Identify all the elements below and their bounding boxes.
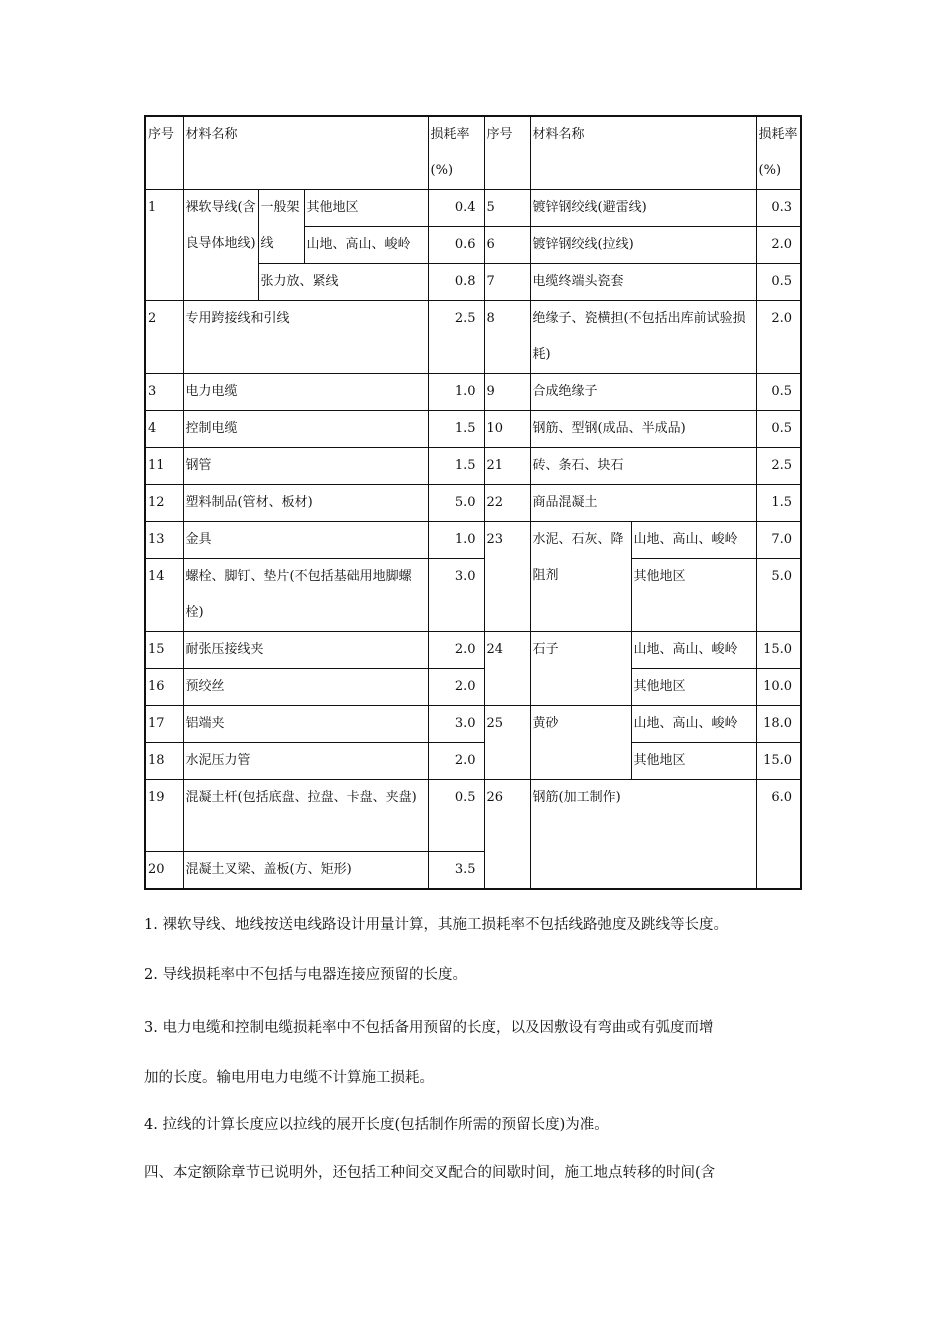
cell-rate: 2.5 bbox=[756, 448, 801, 485]
cell-rate: 15.0 bbox=[756, 743, 801, 780]
cell-rate: 3.5 bbox=[428, 852, 484, 890]
cell-rate: 2.0 bbox=[756, 227, 801, 264]
cell-name: 钢筋、型钢(成品、半成品) bbox=[530, 411, 756, 448]
note-1: 1. 裸软导线、地线按送电线路设计用量计算，其施工损耗率不包括线路弛度及跳线等长度。 bbox=[144, 917, 728, 933]
cell-area: 山地、高山、峻岭 bbox=[631, 706, 756, 743]
cell-rate: 1.5 bbox=[756, 485, 801, 522]
cell-name: 钢筋(加工制作) bbox=[530, 780, 756, 890]
cell-name: 镀锌钢绞线(拉线) bbox=[530, 227, 756, 264]
cell-area: 张力放、紧线 bbox=[258, 264, 428, 301]
cell-no: 2 bbox=[145, 301, 183, 374]
cell-name: 混凝土杆(包括底盘、拉盘、卡盘、夹盘) bbox=[183, 780, 428, 852]
cell-rate: 5.0 bbox=[428, 485, 484, 522]
cell-no: 13 bbox=[145, 522, 183, 559]
cell-name: 电缆终端头瓷套 bbox=[530, 264, 756, 301]
cell-area: 其他地区 bbox=[631, 559, 756, 632]
cell-rate: 0.5 bbox=[756, 411, 801, 448]
cell-no: 12 bbox=[145, 485, 183, 522]
note-2: 2. 导线损耗率中不包括与电器连接应预留的长度。 bbox=[144, 967, 467, 983]
cell-name: 螺栓、脚钉、垫片(不包括基础用地脚螺栓) bbox=[183, 559, 428, 632]
header-rate-2 bbox=[756, 116, 801, 190]
cell-rate: 7.0 bbox=[756, 522, 801, 559]
cell-no: 19 bbox=[145, 780, 183, 852]
cell-no: 5 bbox=[484, 190, 530, 227]
cell-name: 石子 bbox=[530, 632, 631, 706]
cell-name: 镀锌钢绞线(避雷线) bbox=[530, 190, 756, 227]
cell-rate: 1.5 bbox=[428, 411, 484, 448]
cell-rate: 0.5 bbox=[756, 374, 801, 411]
cell-no: 6 bbox=[484, 227, 530, 264]
cell-name: 绝缘子、瓷横担(不包括出库前试验损耗) bbox=[530, 301, 756, 374]
header-rate-label: 损耗率 bbox=[430, 127, 470, 142]
cell-name: 塑料制品(管材、板材) bbox=[183, 485, 428, 522]
header-no: 序号 bbox=[145, 116, 183, 190]
cell-rate: 2.0 bbox=[428, 669, 484, 706]
header-rate-label-2: 损耗率 bbox=[758, 127, 798, 142]
table-row bbox=[145, 559, 801, 596]
cell-name: 铝端夹 bbox=[183, 706, 428, 743]
cell-no: 18 bbox=[145, 743, 183, 780]
header-rate bbox=[428, 116, 484, 190]
cell-area: 其他地区 bbox=[631, 669, 756, 706]
table-row bbox=[145, 190, 801, 227]
cell-rate: 2.0 bbox=[756, 301, 801, 374]
header-row bbox=[145, 116, 801, 190]
cell-rate: 0.5 bbox=[756, 264, 801, 301]
cell-rate: 18.0 bbox=[756, 706, 801, 743]
cell-name: 电力电缆 bbox=[183, 374, 428, 411]
cell-no: 17 bbox=[145, 706, 183, 743]
cell-area: 山地、高山、峻岭 bbox=[304, 227, 428, 264]
cell-no: 21 bbox=[484, 448, 530, 485]
cell-no: 24 bbox=[484, 632, 530, 706]
cell-area: 山地、高山、峻岭 bbox=[631, 522, 756, 559]
cell-no: 10 bbox=[484, 411, 530, 448]
cell-name: 耐张压接线夹 bbox=[183, 632, 428, 669]
table-row bbox=[145, 374, 801, 411]
cell-area: 其他地区 bbox=[631, 743, 756, 780]
cell-name: 混凝土叉梁、盖板(方、矩形) bbox=[183, 852, 428, 890]
cell-no: 7 bbox=[484, 264, 530, 301]
cell-rate: 3.0 bbox=[428, 559, 484, 632]
cell-no: 20 bbox=[145, 852, 183, 890]
header-no-2: 序号 bbox=[484, 116, 530, 190]
cell-rate: 1.0 bbox=[428, 522, 484, 559]
cell-no: 8 bbox=[484, 301, 530, 374]
cell-no: 3 bbox=[145, 374, 183, 411]
cell-rate: 1.5 bbox=[428, 448, 484, 485]
cell-area: 山地、高山、峻岭 bbox=[631, 632, 756, 669]
cell-rate: 2.0 bbox=[428, 632, 484, 669]
cell-name: 金具 bbox=[183, 522, 428, 559]
note-3-line-2: 加的长度。输电用电力电缆不计算施工损耗。 bbox=[144, 1070, 434, 1086]
cell-name: 控制电缆 bbox=[183, 411, 428, 448]
section-4-paragraph: 四、本定额除章节已说明外，还包括工种间交叉配合的间歇时间，施工地点转移的时间(含 bbox=[144, 1165, 716, 1181]
cell-rate: 1.0 bbox=[428, 374, 484, 411]
cell-name: 黄砂 bbox=[530, 706, 631, 780]
note-3-line-1: 3. 电力电缆和控制电缆损耗率中不包括备用预留的长度，以及因敷设有弯曲或有弧度而增 bbox=[144, 1020, 714, 1036]
cell-name: 水泥、石灰、降阻剂 bbox=[530, 522, 631, 632]
table-row bbox=[145, 485, 801, 522]
cell-no: 11 bbox=[145, 448, 183, 485]
cell-name: 预绞丝 bbox=[183, 669, 428, 706]
cell-no: 4 bbox=[145, 411, 183, 448]
table-row bbox=[145, 743, 801, 780]
cell-no: 16 bbox=[145, 669, 183, 706]
cell-rate: 0.3 bbox=[756, 190, 801, 227]
table-row bbox=[145, 448, 801, 485]
table-row bbox=[145, 301, 801, 374]
cell-rate: 5.0 bbox=[756, 559, 801, 632]
cell-no: 23 bbox=[484, 522, 530, 632]
cell-name: 合成绝缘子 bbox=[530, 374, 756, 411]
cell-no: 14 bbox=[145, 559, 183, 632]
table-row bbox=[145, 522, 801, 559]
header-rate-unit: (%) bbox=[430, 163, 454, 178]
cell-no: 9 bbox=[484, 374, 530, 411]
table-row bbox=[145, 706, 801, 743]
cell-rate: 6.0 bbox=[756, 780, 801, 890]
cell-rate: 2.5 bbox=[428, 301, 484, 374]
cell-area: 其他地区 bbox=[304, 190, 428, 227]
table-row bbox=[145, 632, 801, 669]
cell-no: 15 bbox=[145, 632, 183, 669]
cell-name: 专用跨接线和引线 bbox=[183, 301, 428, 374]
cell-sub-general: 一般架线 bbox=[258, 190, 304, 264]
note-4: 4. 拉线的计算长度应以拉线的展开长度(包括制作所需的预留长度)为准。 bbox=[144, 1117, 609, 1133]
table-row bbox=[145, 780, 801, 852]
cell-no: 25 bbox=[484, 706, 530, 780]
material-loss-rate-table bbox=[144, 115, 802, 890]
cell-name: 水泥压力管 bbox=[183, 743, 428, 780]
table-row bbox=[145, 669, 801, 706]
cell-name: 砖、条石、块石 bbox=[530, 448, 756, 485]
table-row bbox=[145, 411, 801, 448]
cell-rate: 0.4 bbox=[428, 190, 484, 227]
cell-rate: 3.0 bbox=[428, 706, 484, 743]
header-name-2: 材料名称 bbox=[530, 116, 756, 190]
header-rate-unit-2: (%) bbox=[758, 163, 782, 178]
cell-rate: 10.0 bbox=[756, 669, 801, 706]
cell-name: 裸软导线(含良导体地线) bbox=[183, 190, 258, 301]
cell-name: 商品混凝土 bbox=[530, 485, 756, 522]
cell-rate: 2.0 bbox=[428, 743, 484, 780]
cell-no: 1 bbox=[145, 190, 183, 301]
cell-rate: 15.0 bbox=[756, 632, 801, 669]
cell-name: 钢管 bbox=[183, 448, 428, 485]
cell-rate: 0.6 bbox=[428, 227, 484, 264]
cell-rate: 0.5 bbox=[428, 780, 484, 852]
cell-rate: 0.8 bbox=[428, 264, 484, 301]
cell-no: 22 bbox=[484, 485, 530, 522]
header-name: 材料名称 bbox=[183, 116, 428, 190]
cell-no: 26 bbox=[484, 780, 530, 890]
